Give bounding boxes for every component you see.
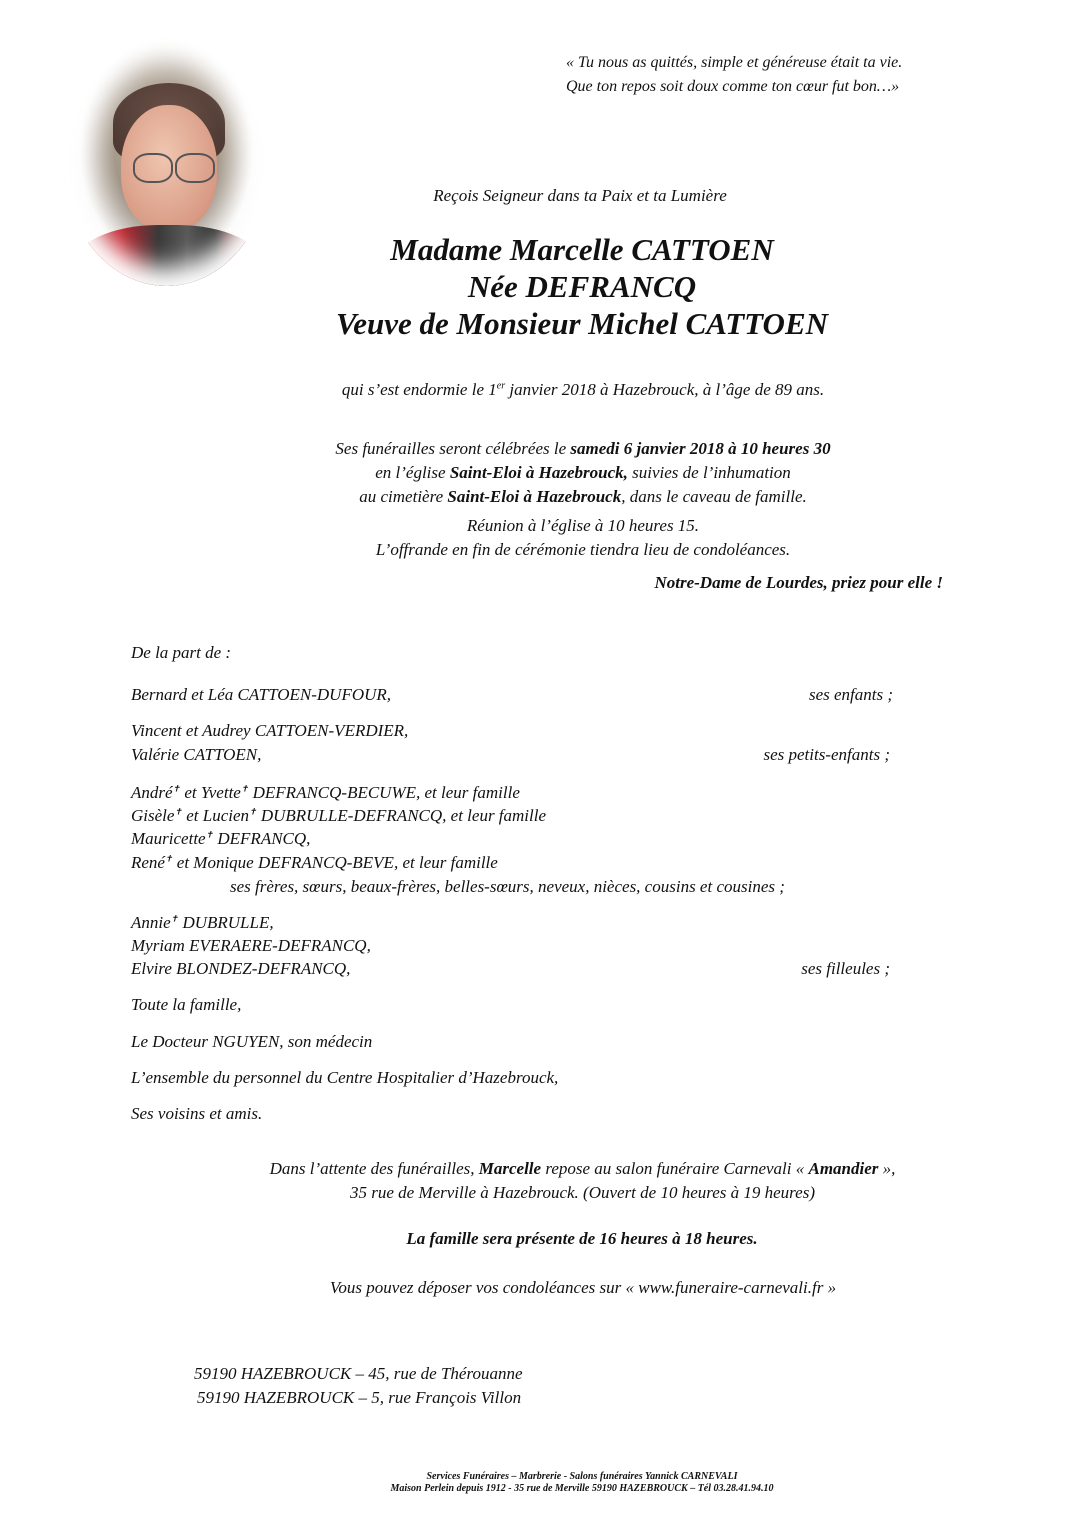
salon-name-deceased: Marcelle	[478, 1159, 542, 1178]
funeral-cemetery: Saint-Eloi à Hazebrouck	[447, 487, 622, 506]
funeral-line-3-text: au cimetière	[359, 487, 448, 506]
death-sup: er	[496, 380, 506, 392]
goddaughter-1-b: DUBRULLE,	[178, 913, 274, 932]
sibling-2-a: Gisèle	[131, 806, 175, 825]
deceased-names	[280, 231, 884, 342]
sibling-4	[131, 853, 498, 873]
family-intro: De la part de :	[131, 643, 232, 662]
cross-icon: ✝	[174, 806, 182, 817]
death-text-after: janvier 2018 à Hazebrouck, à l’âge de 89 ans.	[505, 380, 825, 399]
death-text-before: qui s’est endormie le 1	[341, 380, 497, 399]
funeral-line-1-text: Ses funérailles seront célébrées le	[335, 439, 571, 458]
children-role: ses enfants ;	[808, 685, 893, 704]
footer	[280, 1471, 884, 1495]
footer-line-1: Services Funéraires – Marbrerie - Salons funéraires Yannick CARNEVALI	[426, 1471, 738, 1482]
goddaughter-2: Myriam EVERAERE-DEFRANCQ,	[131, 936, 371, 955]
funeral-line-2-text: en l’église	[375, 463, 450, 482]
sibling-4-a: René	[131, 853, 165, 872]
footer-line-2: Maison Perlein depuis 1912 - 35 rue de Merville 59190 HAZEBROUCK – Tél 03.28.41.94.10	[390, 1483, 774, 1494]
epitaph-quote	[566, 51, 902, 99]
addresses	[194, 1362, 523, 1410]
sibling-1	[131, 783, 520, 803]
cross-icon: ✝	[164, 853, 173, 864]
sibling-3	[131, 829, 310, 849]
name-line-2: Née DEFRANCQ	[467, 269, 697, 304]
funeral-church: Saint-Eloi à Hazebrouck,	[449, 463, 628, 482]
goddaughter-1-a: Annie	[131, 913, 171, 932]
funeral-line-2-tail: suivies de l’inhumation	[627, 463, 791, 482]
funeral-line-3-tail: , dans le caveau de famille.	[621, 487, 807, 506]
grandchild-2: Valérie CATTOEN,	[131, 745, 262, 764]
salon-text-a: Dans l’attente des funérailles,	[269, 1159, 479, 1178]
address-2: 59190 HAZEBROUCK – 5, rue François Villon	[197, 1388, 522, 1407]
goddaughters-role: ses filleules ;	[801, 959, 890, 978]
sibling-2-b: et Lucien	[181, 806, 250, 825]
doctor-line: Le Docteur NGUYEN, son médecin	[131, 1032, 373, 1051]
funeral-date: samedi 6 janvier 2018 à 10 heures 30	[570, 439, 831, 458]
invocation: Notre-Dame de Lourdes, priez pour elle !	[654, 573, 943, 592]
salon-line-2: 35 rue de Merville à Hazebrouck. (Ouvert de 10 heures à 19 heures)	[349, 1183, 815, 1202]
portrait-photo	[63, 35, 270, 286]
condolences-website: Vous pouvez déposer vos condoléances sur « www.funeraire-carnevali.fr »	[329, 1278, 837, 1297]
death-notice	[260, 380, 906, 400]
portrait-vignette	[63, 35, 270, 286]
hospital-staff: L’ensemble du personnel du Centre Hospitalier d’Hazebrouck,	[131, 1068, 559, 1087]
children-names: Bernard et Léa CATTOEN-DUFOUR,	[131, 685, 392, 704]
quote-line-1: « Tu nous as quittés, simple et généreuse était ta vie.	[566, 54, 903, 71]
address-1: 59190 HAZEBROUCK – 45, rue de Thérouanne	[194, 1364, 523, 1383]
goddaughter-1	[131, 913, 274, 933]
quote-line-2: Que ton repos soit doux comme ton cœur fut bon…»	[566, 78, 900, 95]
reunion-block	[250, 514, 916, 562]
prayer-line: Reçois Seigneur dans ta Paix et ta Lumière	[433, 186, 727, 205]
name-line-1: Madame Marcelle CATTOEN	[390, 232, 774, 267]
cross-icon: ✝	[249, 806, 257, 817]
salon-line-1	[150, 1157, 1015, 1181]
family-presence: La famille sera présente de 16 heures à 18 heures.	[406, 1229, 758, 1248]
sibling-1-a: André	[131, 783, 173, 802]
funeral-line-3	[250, 485, 916, 509]
sibling-3-b: DEFRANCQ,	[213, 829, 311, 848]
name-line-3: Veuve de Monsieur Michel CATTOEN	[335, 306, 829, 341]
sibling-1-c: DEFRANCQ-BECUWE, et leur famille	[248, 783, 520, 802]
reunion-line: Réunion à l’église à 10 heures 15.	[466, 516, 700, 535]
cross-icon: ✝	[205, 829, 214, 840]
sibling-3-a: Mauricette	[131, 829, 206, 848]
cross-icon: ✝	[240, 783, 249, 794]
salon-room-name: Amandier	[808, 1159, 879, 1178]
salon-text-e: »,	[878, 1159, 896, 1178]
salon-text-c: repose au salon funéraire Carnevali «	[541, 1159, 809, 1178]
sibling-2	[131, 806, 546, 826]
whole-family: Toute la famille,	[131, 995, 242, 1014]
cross-icon: ✝	[172, 783, 181, 794]
sibling-4-b: et Monique DEFRANCQ-BEVE, et leur famille	[172, 853, 498, 872]
neighbours: Ses voisins et amis.	[131, 1104, 263, 1123]
funeral-line-1	[250, 437, 916, 461]
grandchild-1: Vincent et Audrey CATTOEN-VERDIER,	[131, 721, 409, 740]
offrande-line: L’offrande en fin de cérémonie tiendra lieu de condoléances.	[375, 540, 791, 559]
grandchildren-role: ses petits-enfants ;	[763, 745, 890, 764]
funeral-line-2	[250, 461, 916, 485]
siblings-role: ses frères, sœurs, beaux-frères, belles-sœurs, neveux, nièces, cousins et cousines ;	[230, 877, 785, 896]
funeral-details	[250, 437, 916, 509]
sibling-2-c: DUBRULLE-DEFRANCQ, et leur famille	[256, 806, 547, 825]
sibling-1-b: et Yvette	[180, 783, 241, 802]
salon-details	[150, 1157, 1015, 1205]
cross-icon: ✝	[170, 913, 179, 924]
goddaughter-3: Elvire BLONDEZ-DEFRANCQ,	[131, 959, 351, 978]
